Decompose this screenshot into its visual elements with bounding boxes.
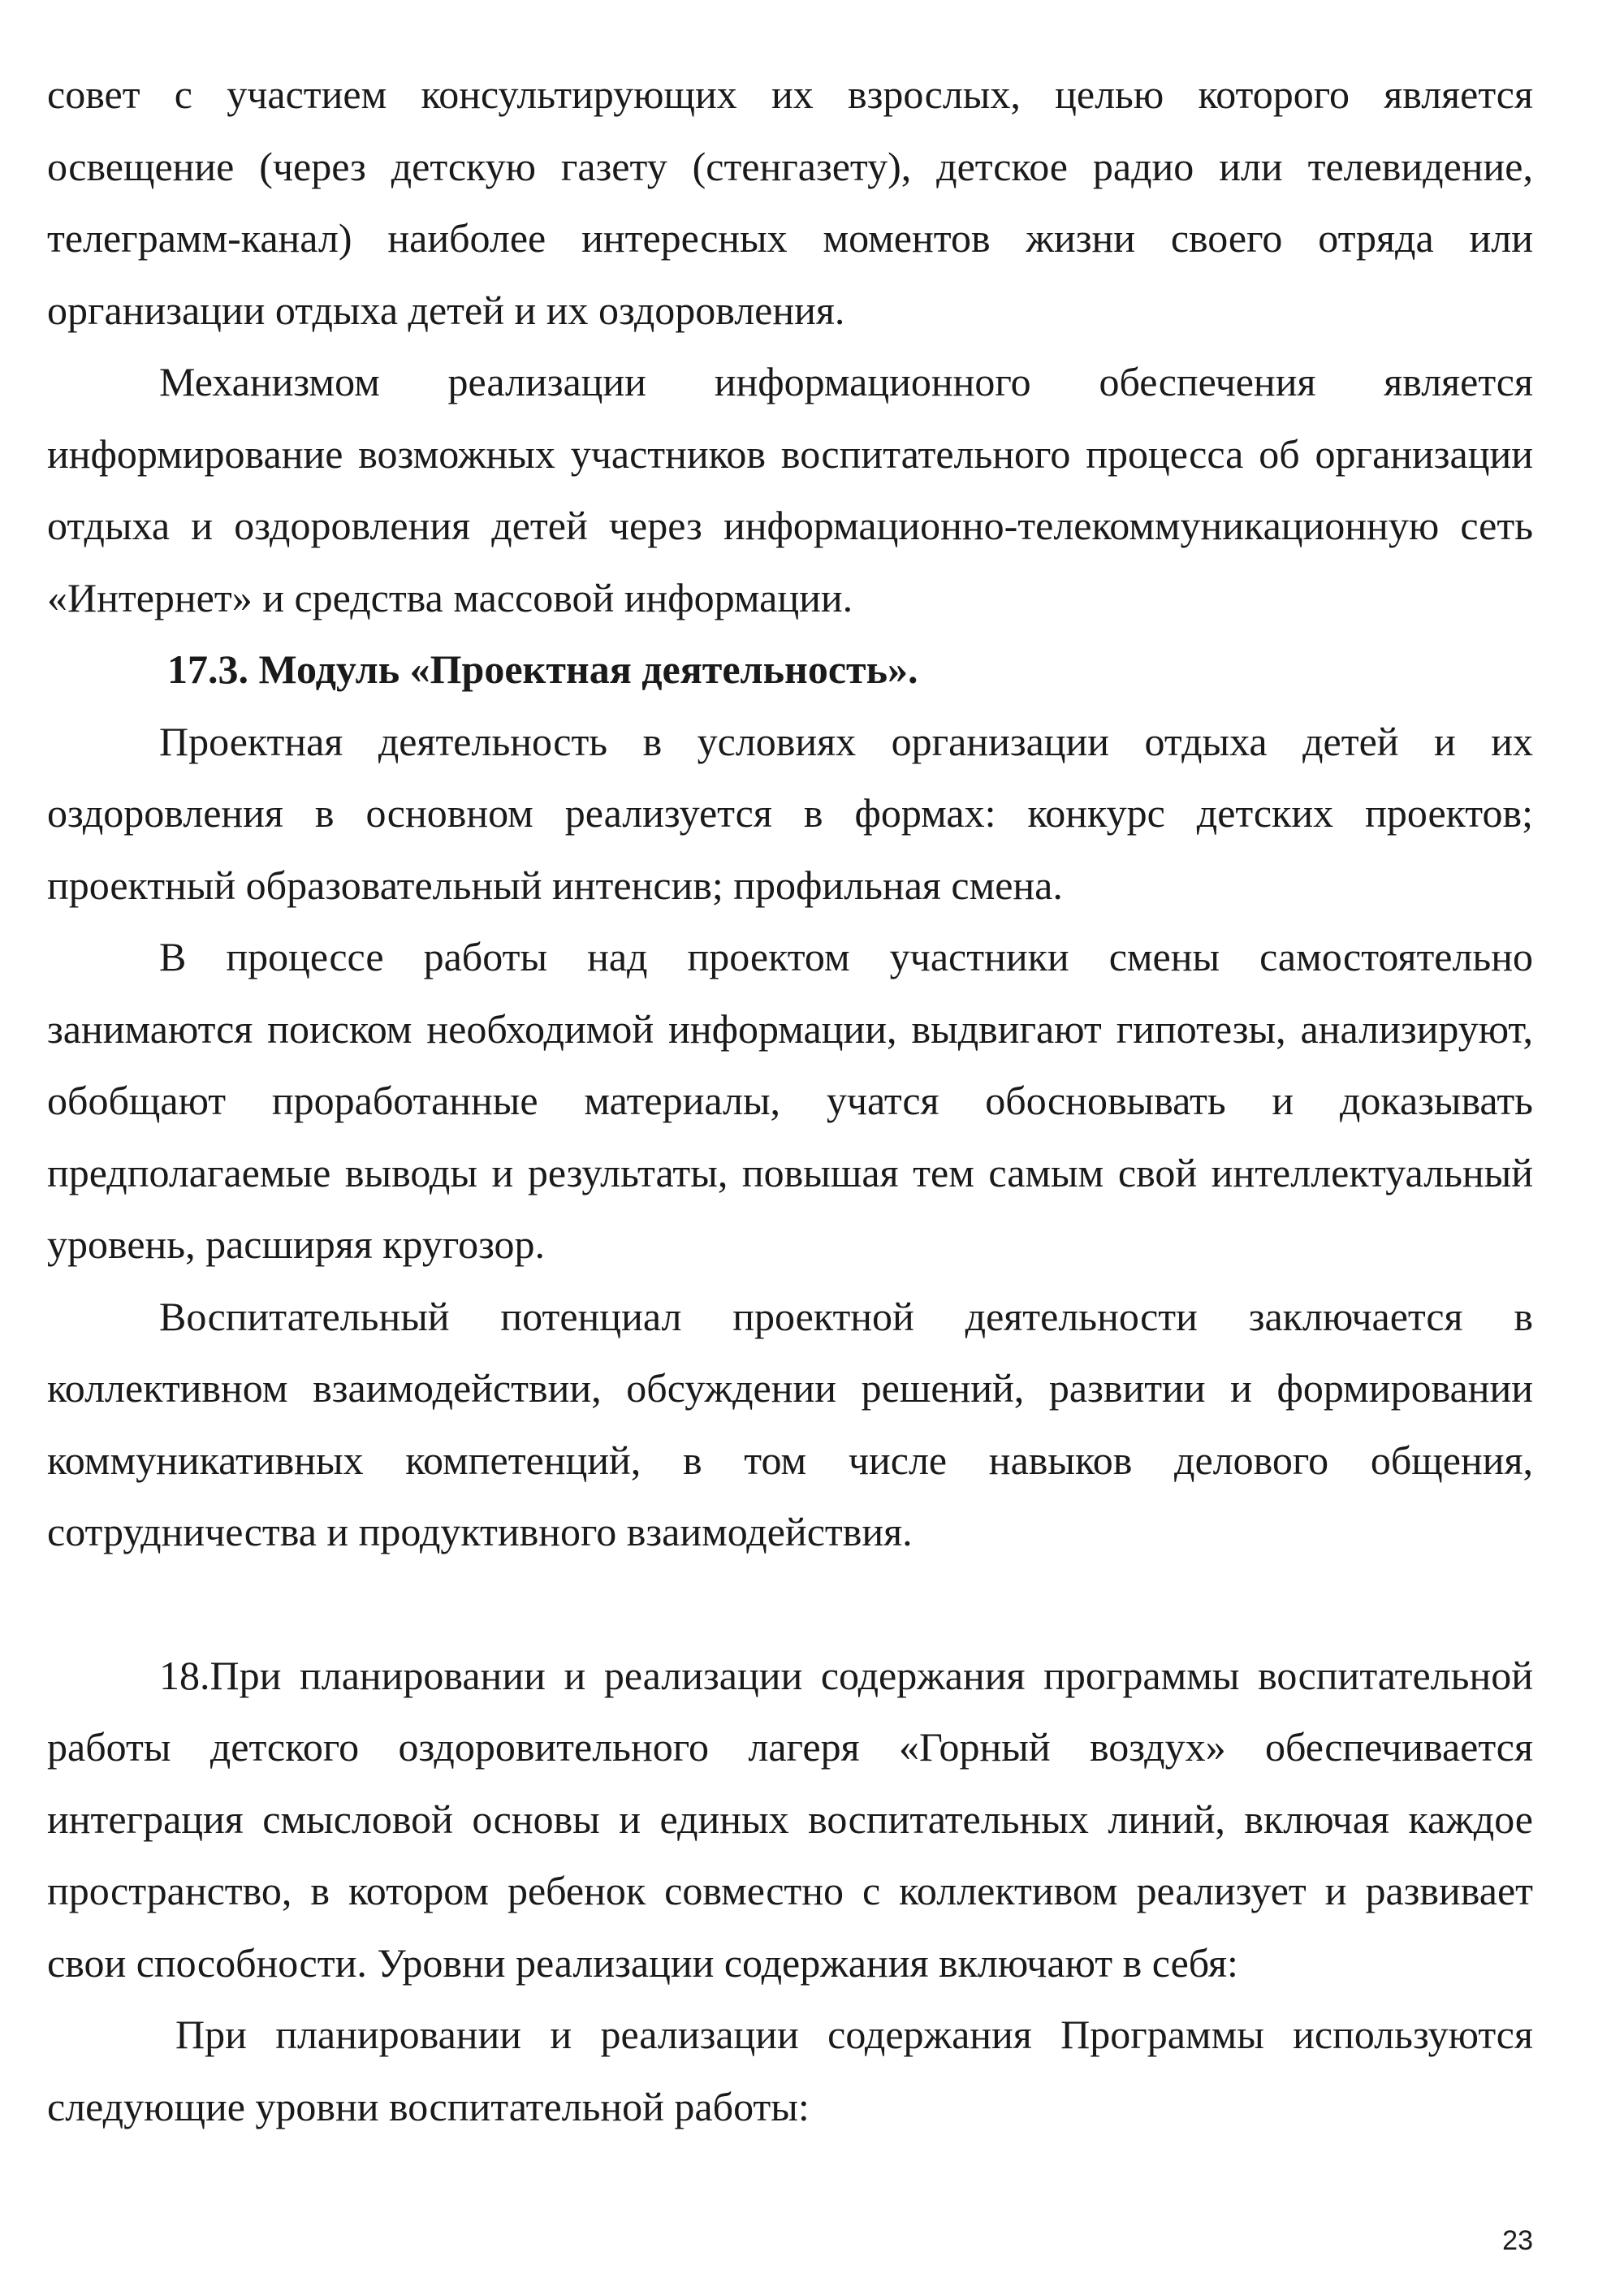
paragraph-section-18: 18.При планировании и реализации содержания программы воспитательной работы детского оздоровительного лагеря «Горный воздух» обеспечивается интеграция смысловой основы и единых воспитательных линий, включая каждое пространство, в котором ребенок совместно с коллективом реализует и развивает свои способности. Уровни реализации содержания включают в себя:: [47, 1652, 1533, 1986]
paragraph-project-forms: Проектная деятельность в условиях организации отдыха детей и их оздоровления в основном реализуется в формах: конкурс детских проектов; проектный образовательный интенсив; профильная смена.: [47, 718, 1533, 908]
paragraph-spacer: [47, 1568, 1533, 1640]
section-heading-project-module: 17.3. Модуль «Проектная деятельность».: [167, 646, 918, 692]
paragraph-info-mechanism: Механизмом реализации информационного обеспечения является информирование возможных участников воспитательного процесса об организации отдыха и оздоровления детей через информационно-телекоммуникационную сеть «Интернет» и средства массовой информации.: [47, 359, 1533, 620]
paragraph-project-process: В процессе работы над проектом участники смены самостоятельно занимаются поиском необходимой информации, выдвигают гипотезы, анализируют, обобщают проработанные материалы, учатся обосновывать и доказывать предполагаемые выводы и результаты, повышая тем самым свой интеллектуальный уровень, расширяя кругозор.: [47, 934, 1533, 1267]
paragraph-project-potential: Воспитательный потенциал проектной деятельности заключается в коллективном взаимодействии, обсуждении решений, развитии и формировании коммуникативных компетенций, в том числе навыков делового общения, сотрудничества и продуктивного взаимодействия.: [47, 1293, 1533, 1554]
paragraph-info-council: совет с участием консультирующих их взрослых, целью которого является освещение (через детскую газету (стенгазету), детское радио или телевидение, телеграмм-канал) наиболее интересных моментов жизни своего отряда или организации отдыха детей и их оздоровления.: [47, 71, 1533, 333]
paragraph-work-levels: При планировании и реализации содержания Программы используются следующие уровни воспитательной работы:: [47, 2012, 1533, 2129]
document-page: [47, 58, 1533, 2142]
page-number: 23: [1502, 2225, 1533, 2256]
